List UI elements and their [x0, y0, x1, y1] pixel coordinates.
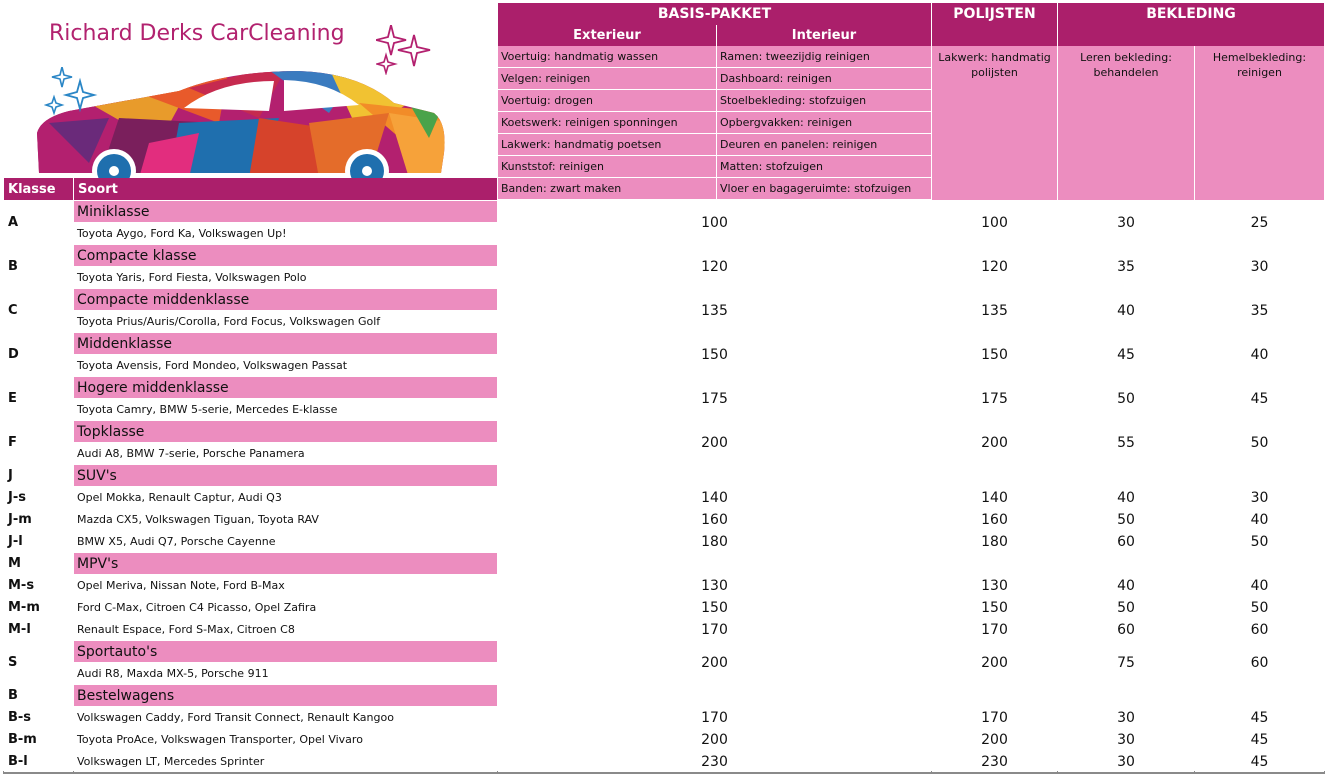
- row-hemel-price: 60: [1195, 619, 1324, 640]
- row-polijsten-price: 200: [932, 729, 1057, 750]
- row-polijsten-price: 120: [932, 245, 1057, 288]
- row-basis-price: 170: [498, 619, 931, 640]
- row-class-name: SUV's: [74, 465, 497, 486]
- exterieur-feature-item: Koetswerk: reinigen sponningen: [498, 112, 716, 133]
- row-hemel-price: 30: [1195, 245, 1324, 288]
- exterieur-header: Exterieur: [498, 25, 716, 46]
- row-hemel-price: 45: [1195, 751, 1324, 772]
- polijsten-header: POLIJSTEN: [932, 3, 1057, 46]
- row-basis-price: 200: [498, 421, 931, 464]
- row-klasse: C: [4, 289, 73, 332]
- row-klasse: D: [4, 333, 73, 376]
- interieur-feature-item: Ramen: tweezijdig reinigen: [717, 46, 931, 67]
- row-klasse: B-s: [4, 707, 73, 728]
- row-klasse: J-m: [4, 509, 73, 530]
- row-models: Toyota Avensis, Ford Mondeo, Volkswagen Passat: [74, 355, 497, 376]
- exterieur-feature-item: Velgen: reinigen: [498, 68, 716, 89]
- row-polijsten-price: 170: [932, 707, 1057, 728]
- row-leren-price: 40: [1058, 289, 1194, 332]
- row-models: Toyota Prius/Auris/Corolla, Ford Focus, Volkswagen Golf: [74, 311, 497, 332]
- klasse-header: Klasse: [4, 178, 73, 200]
- row-leren-price: 30: [1058, 751, 1194, 772]
- row-class-name: Compacte klasse: [74, 245, 497, 266]
- row-models: Volkswagen Caddy, Ford Transit Connect, Renault Kangoo: [74, 707, 497, 728]
- row-basis-price: 200: [498, 641, 931, 684]
- row-class-name: Compacte middenklasse: [74, 289, 497, 310]
- row-class-name: Hogere middenklasse: [74, 377, 497, 398]
- row-leren-price: 30: [1058, 707, 1194, 728]
- row-leren-price: 40: [1058, 575, 1194, 596]
- row-leren-price: 50: [1058, 597, 1194, 618]
- row-class-name: Sportauto's: [74, 641, 497, 662]
- row-models: Renault Espace, Ford S-Max, Citroen C8: [74, 619, 497, 640]
- row-hemel-price: 40: [1195, 333, 1324, 376]
- row-basis-price: 100: [498, 201, 931, 244]
- row-polijsten-price: 150: [932, 597, 1057, 618]
- interieur-feature-item: Deuren en panelen: reinigen: [717, 134, 931, 155]
- row-klasse: J: [4, 465, 73, 486]
- row-class-name: Middenklasse: [74, 333, 497, 354]
- row-klasse: J-s: [4, 487, 73, 508]
- row-basis-price: 135: [498, 289, 931, 332]
- sparkle-icon: [376, 25, 436, 75]
- row-polijsten-price: 170: [932, 619, 1057, 640]
- row-models: Toyota Camry, BMW 5-serie, Mercedes E-klasse: [74, 399, 497, 420]
- row-polijsten-price: 140: [932, 487, 1057, 508]
- row-klasse: M-s: [4, 575, 73, 596]
- row-klasse: M-l: [4, 619, 73, 640]
- bekleding-header: BEKLEDING: [1058, 3, 1324, 46]
- row-models: Mazda CX5, Volkswagen Tiguan, Toyota RAV: [74, 509, 497, 530]
- row-leren-price: 30: [1058, 729, 1194, 750]
- row-class-name: Bestelwagens: [74, 685, 497, 706]
- sparkle-icon: [44, 67, 104, 117]
- row-polijsten-price: 180: [932, 531, 1057, 552]
- row-models: Audi A8, BMW 7-serie, Porsche Panamera: [74, 443, 497, 464]
- row-class-name: Topklasse: [74, 421, 497, 442]
- row-hemel-price: 50: [1195, 531, 1324, 552]
- row-class-name: Miniklasse: [74, 201, 497, 222]
- row-polijsten-price: 200: [932, 641, 1057, 684]
- row-polijsten-price: 160: [932, 509, 1057, 530]
- interieur-feature-item: Opbergvakken: reinigen: [717, 112, 931, 133]
- row-basis-price: 170: [498, 707, 931, 728]
- empty-section-cell: [498, 552, 1325, 574]
- row-polijsten-price: 230: [932, 751, 1057, 772]
- row-hemel-price: 45: [1195, 729, 1324, 750]
- row-basis-price: 150: [498, 333, 931, 376]
- row-hemel-price: 50: [1195, 421, 1324, 464]
- row-hemel-price: 45: [1195, 707, 1324, 728]
- brand-title: Richard Derks CarCleaning: [49, 21, 345, 46]
- row-klasse: S: [4, 641, 73, 684]
- logo-area: [4, 3, 497, 178]
- row-basis-price: 180: [498, 531, 931, 552]
- row-klasse: E: [4, 377, 73, 420]
- row-basis-price: 150: [498, 597, 931, 618]
- row-klasse: B-l: [4, 751, 73, 772]
- row-basis-price: 120: [498, 245, 931, 288]
- row-polijsten-price: 135: [932, 289, 1057, 332]
- row-models: Toyota Aygo, Ford Ka, Volkswagen Up!: [74, 223, 497, 244]
- hemel-feature: Hemelbekleding: reinigen: [1195, 46, 1324, 200]
- row-basis-price: 130: [498, 575, 931, 596]
- polijsten-feature: Lakwerk: handmatig polijsten: [932, 46, 1057, 200]
- row-basis-price: 175: [498, 377, 931, 420]
- row-leren-price: 60: [1058, 619, 1194, 640]
- row-models: Opel Meriva, Nissan Note, Ford B-Max: [74, 575, 497, 596]
- row-basis-price: 200: [498, 729, 931, 750]
- row-basis-price: 230: [498, 751, 931, 772]
- interieur-feature-item: Dashboard: reinigen: [717, 68, 931, 89]
- exterieur-feature-item: Banden: zwart maken: [498, 178, 716, 199]
- row-class-name: MPV's: [74, 553, 497, 574]
- row-basis-price: 160: [498, 509, 931, 530]
- row-leren-price: 30: [1058, 201, 1194, 244]
- row-models: Volkswagen LT, Mercedes Sprinter: [74, 751, 497, 772]
- row-hemel-price: 25: [1195, 201, 1324, 244]
- row-klasse: M: [4, 553, 73, 574]
- row-klasse: B-m: [4, 729, 73, 750]
- row-polijsten-price: 130: [932, 575, 1057, 596]
- exterieur-feature-item: Voertuig: drogen: [498, 90, 716, 111]
- row-hemel-price: 60: [1195, 641, 1324, 684]
- row-klasse: M-m: [4, 597, 73, 618]
- exterieur-feature-item: Voertuig: handmatig wassen: [498, 46, 716, 67]
- leren-feature: Leren bekleding: behandelen: [1058, 46, 1194, 200]
- row-leren-price: 55: [1058, 421, 1194, 464]
- row-polijsten-price: 100: [932, 201, 1057, 244]
- row-leren-price: 75: [1058, 641, 1194, 684]
- row-hemel-price: 50: [1195, 597, 1324, 618]
- row-models: Opel Mokka, Renault Captur, Audi Q3: [74, 487, 497, 508]
- basis-pakket-header: BASIS-PAKKET: [498, 3, 931, 25]
- row-klasse: F: [4, 421, 73, 464]
- row-leren-price: 50: [1058, 377, 1194, 420]
- interieur-feature-item: Stoelbekleding: stofzuigen: [717, 90, 931, 111]
- empty-section-cell: [498, 684, 1325, 706]
- soort-header: Soort: [74, 178, 497, 200]
- row-leren-price: 50: [1058, 509, 1194, 530]
- row-polijsten-price: 150: [932, 333, 1057, 376]
- row-models: BMW X5, Audi Q7, Porsche Cayenne: [74, 531, 497, 552]
- exterieur-feature-item: Kunststof: reinigen: [498, 156, 716, 177]
- row-klasse: J-l: [4, 531, 73, 552]
- row-basis-price: 140: [498, 487, 931, 508]
- exterieur-feature-item: Lakwerk: handmatig poetsen: [498, 134, 716, 155]
- row-hemel-price: 30: [1195, 487, 1324, 508]
- row-hemel-price: 40: [1195, 575, 1324, 596]
- row-polijsten-price: 200: [932, 421, 1057, 464]
- interieur-header: Interieur: [717, 25, 931, 46]
- row-leren-price: 45: [1058, 333, 1194, 376]
- interieur-feature-item: Vloer en bagageruimte: stofzuigen: [717, 178, 931, 199]
- row-leren-price: 60: [1058, 531, 1194, 552]
- row-models: Ford C-Max, Citroen C4 Picasso, Opel Zafira: [74, 597, 497, 618]
- row-klasse: B: [4, 685, 73, 706]
- row-hemel-price: 40: [1195, 509, 1324, 530]
- row-models: Toyota ProAce, Volkswagen Transporter, Opel Vivaro: [74, 729, 497, 750]
- row-models: Toyota Yaris, Ford Fiesta, Volkswagen Polo: [74, 267, 497, 288]
- row-hemel-price: 45: [1195, 377, 1324, 420]
- row-leren-price: 35: [1058, 245, 1194, 288]
- empty-section-cell: [498, 464, 1325, 486]
- row-polijsten-price: 175: [932, 377, 1057, 420]
- interieur-feature-item: Matten: stofzuigen: [717, 156, 931, 177]
- row-klasse: B: [4, 245, 73, 288]
- row-klasse: A: [4, 201, 73, 244]
- row-models: Audi R8, Maxda MX-5, Porsche 911: [74, 663, 497, 684]
- row-leren-price: 40: [1058, 487, 1194, 508]
- row-hemel-price: 35: [1195, 289, 1324, 332]
